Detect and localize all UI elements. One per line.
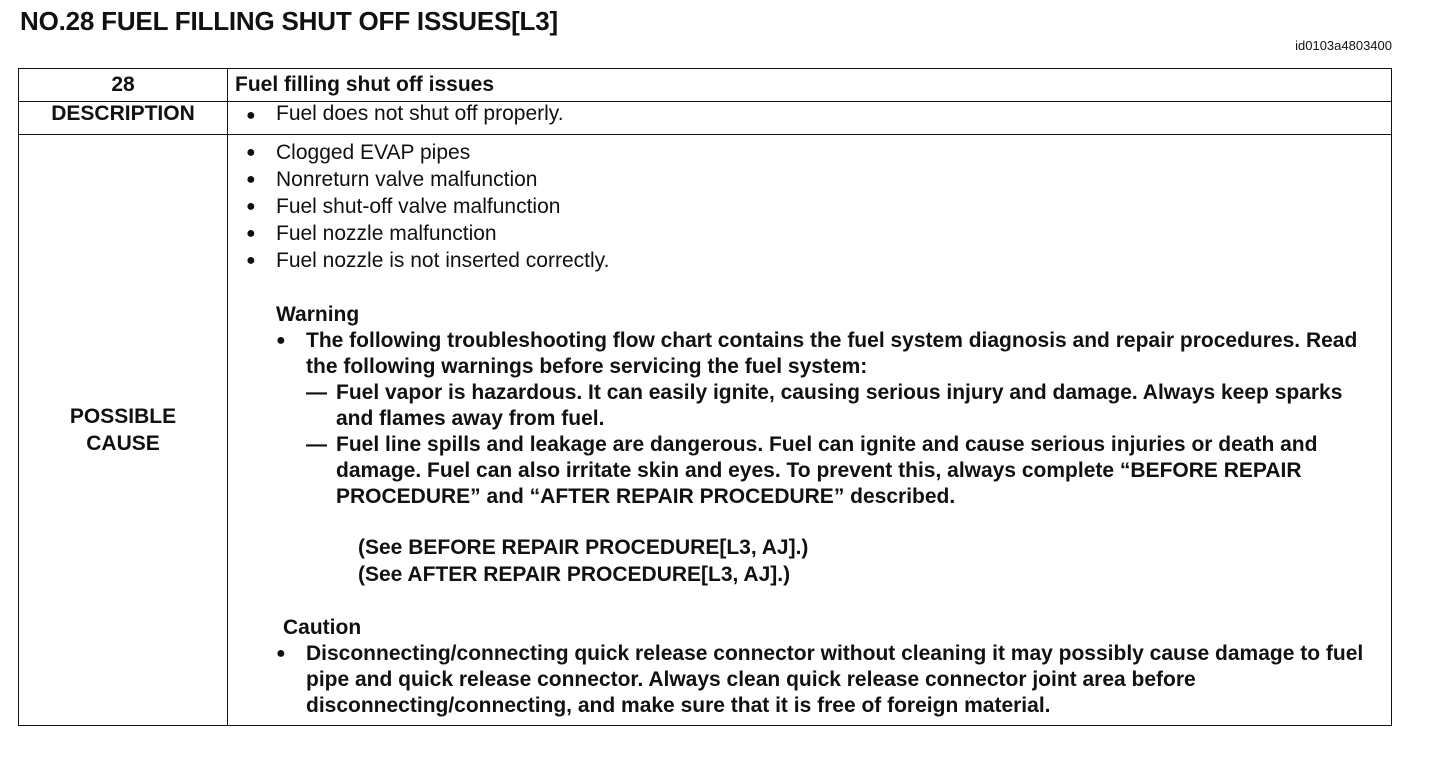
caution-block — [246, 614, 1381, 719]
dash-icon: — — [306, 381, 327, 404]
possible-cause-row — [19, 135, 1392, 726]
see-references — [358, 534, 1381, 588]
bullet-icon: ● — [246, 225, 256, 242]
cause-text: Fuel nozzle malfunction — [276, 222, 497, 245]
warning-block — [246, 301, 1381, 588]
bullet-icon: ● — [276, 332, 286, 349]
warning-dash-item — [306, 432, 1381, 510]
caution-bullet — [276, 641, 1381, 719]
see-before-repair-link[interactable]: (See BEFORE REPAIR PROCEDURE[L3, AJ].) — [358, 536, 809, 559]
description-item — [246, 102, 1391, 129]
warning-title: Warning — [276, 303, 360, 326]
cause-text: Clogged EVAP pipes — [276, 141, 471, 164]
warning-bullet — [276, 328, 1381, 380]
list-item — [246, 220, 1381, 247]
description-label: DESCRIPTION — [19, 102, 228, 135]
table-header-row — [19, 69, 1392, 102]
cause-text: Fuel shut-off valve malfunction — [276, 195, 561, 218]
warning-dash-text: Fuel vapor is hazardous. It can easily ignite, causing serious injury and damage. Always keep sparks and flames away from fuel. — [336, 381, 1343, 430]
diagnostic-table — [18, 68, 1392, 726]
page-title: NO.28 FUEL FILLING SHUT OFF ISSUES[L3] — [20, 6, 558, 36]
cause-text: Nonreturn valve malfunction — [276, 168, 538, 191]
possible-cause-label — [19, 135, 228, 726]
warning-dash-item — [306, 380, 1381, 432]
document-id: id0103a4803400 — [1295, 38, 1392, 53]
description-text: Fuel does not shut off properly. — [276, 102, 564, 125]
dash-icon: — — [306, 433, 327, 456]
warning-text: The following troubleshooting flow chart contains the fuel system diagnosis and repair procedures. Read the following warnings before servicing the fuel system: — [306, 329, 1358, 378]
possible-cause-label-line2: CAUSE — [86, 432, 160, 455]
troubleshooting-number: 28 — [19, 69, 228, 102]
bullet-icon: ● — [246, 107, 256, 124]
bullet-icon: ● — [276, 645, 286, 662]
cause-text: Fuel nozzle is not inserted correctly. — [276, 249, 610, 272]
list-item — [246, 247, 1381, 274]
bullet-icon: ● — [246, 252, 256, 269]
warning-dash-text: Fuel line spills and leakage are dangerous. Fuel can ignite and cause serious injuries or death and damage. Fuel can also irritate skin and eyes. To prevent this, always complete “BEFORE REPAIR PROCEDURE” and “AFTER REPAIR PROCEDURE” described. — [336, 433, 1318, 508]
possible-cause-label-line1: POSSIBLE — [69, 405, 177, 428]
description-cell — [228, 102, 1392, 135]
caution-title: Caution — [283, 616, 362, 639]
possible-cause-cell — [228, 135, 1392, 726]
bullet-icon: ● — [246, 198, 256, 215]
cause-list — [246, 139, 1381, 274]
list-item — [246, 139, 1381, 166]
list-item — [246, 166, 1381, 193]
bullet-icon: ● — [246, 144, 256, 161]
caution-text: Disconnecting/connecting quick release connector without cleaning it may possibly cause damage to fuel pipe and quick release connector. Always clean quick release connector joint area before disconnecting/connecting, and make sure that it is free of foreign material. — [306, 642, 1364, 717]
bullet-icon: ● — [246, 171, 256, 188]
list-item — [246, 193, 1381, 220]
troubleshooting-name: Fuel filling shut off issues — [228, 69, 1392, 102]
description-row — [19, 102, 1392, 135]
see-after-repair-link[interactable]: (See AFTER REPAIR PROCEDURE[L3, AJ].) — [358, 563, 791, 586]
